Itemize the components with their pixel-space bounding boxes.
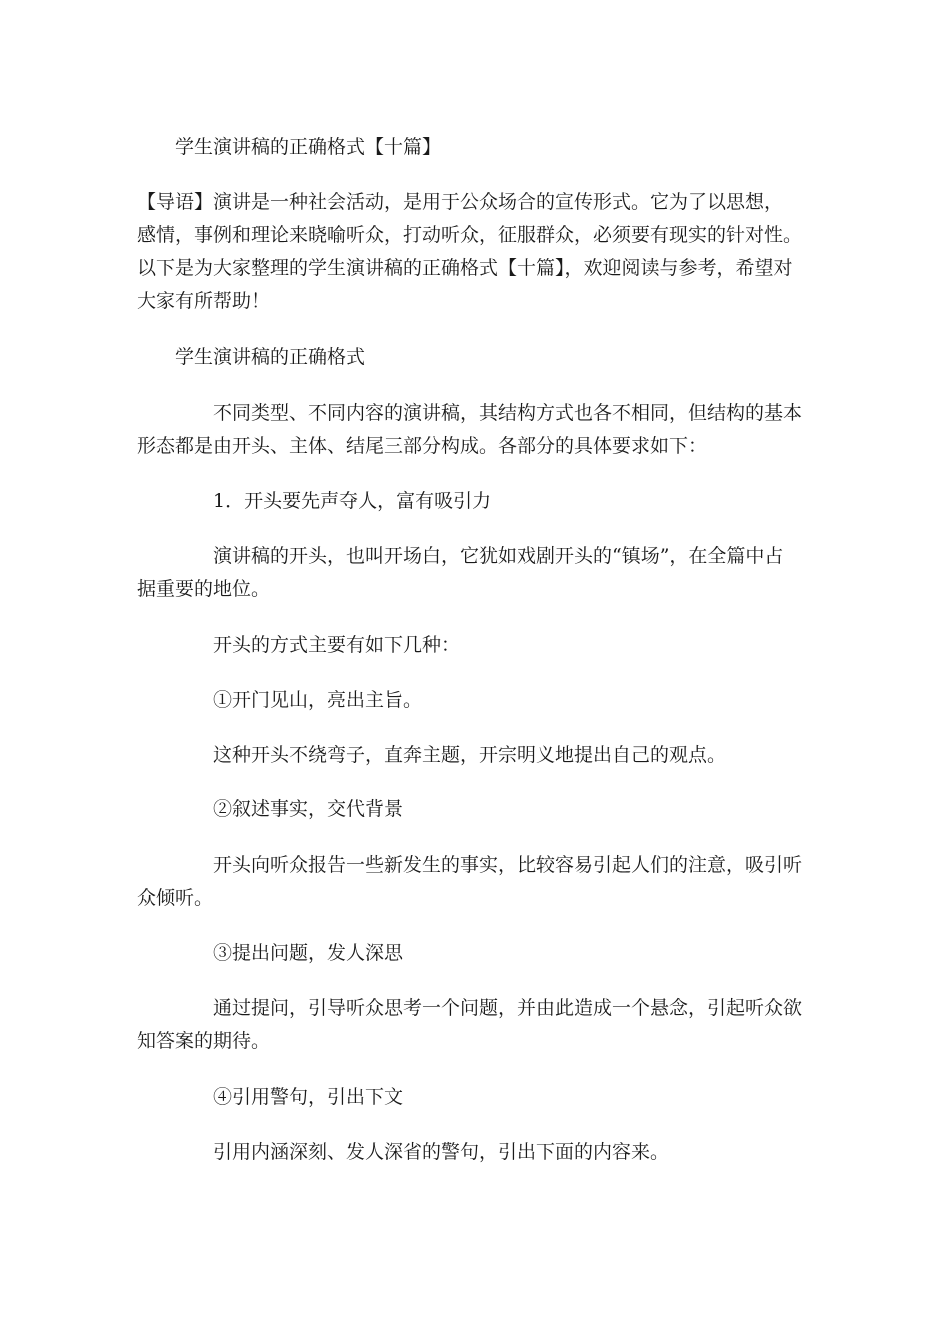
methods-intro: 开头的方式主要有如下几种： xyxy=(213,634,461,656)
method-3-desc-line-1: 通过提问，引导听众思考一个问题，并由此造成一个悬念，引起听众欲 xyxy=(213,997,803,1019)
method-4-title: ④引用警句，引出下文 xyxy=(213,1086,404,1108)
document-title: 学生演讲稿的正确格式【十篇】 xyxy=(175,136,442,158)
method-2-title: ②叙述事实，交代背景 xyxy=(213,798,404,820)
section-title: 学生演讲稿的正确格式 xyxy=(175,346,366,368)
structure-line-2: 形态都是由开头、主体、结尾三部分构成。各部分的具体要求如下： xyxy=(137,435,708,457)
point-1-heading: 1．开头要先声夺人，富有吸引力 xyxy=(213,490,492,512)
method-3-title: ③提出问题，发人深思 xyxy=(213,942,404,964)
method-2-desc-line-1: 开头向听众报告一些新发生的事实，比较容易引起人们的注意，吸引听 xyxy=(213,854,803,876)
method-1-desc: 这种开头不绕弯子，直奔主题，开宗明义地提出自己的观点。 xyxy=(213,744,727,766)
intro-line-3: 以下是为大家整理的学生演讲稿的正确格式【十篇】，欢迎阅读与参考，希望对 xyxy=(137,257,793,279)
intro-line-1: 【导语】演讲是一种社会活动，是用于公众场合的宣传形式。它为了以思想， xyxy=(137,191,784,213)
method-1-title: ①开门见山，亮出主旨。 xyxy=(213,689,423,711)
method-3-desc-line-2: 知答案的期待。 xyxy=(137,1030,271,1052)
method-2-desc-line-2: 众倾听。 xyxy=(137,887,214,909)
intro-line-4: 大家有所帮助！ xyxy=(137,290,271,312)
opening-line-1: 演讲稿的开头，也叫开场白，它犹如戏剧开头的“镇场”，在全篇中占 xyxy=(213,545,784,567)
intro-line-2: 感情，事例和理论来晓喻听众，打动听众，征服群众，必须要有现实的针对性。 xyxy=(137,224,803,246)
method-4-desc: 引用内涵深刻、发人深省的警句，引出下面的内容来。 xyxy=(213,1141,670,1163)
opening-line-2: 据重要的地位。 xyxy=(137,578,271,600)
structure-line-1: 不同类型、不同内容的演讲稿，其结构方式也各不相同，但结构的基本 xyxy=(213,402,803,424)
